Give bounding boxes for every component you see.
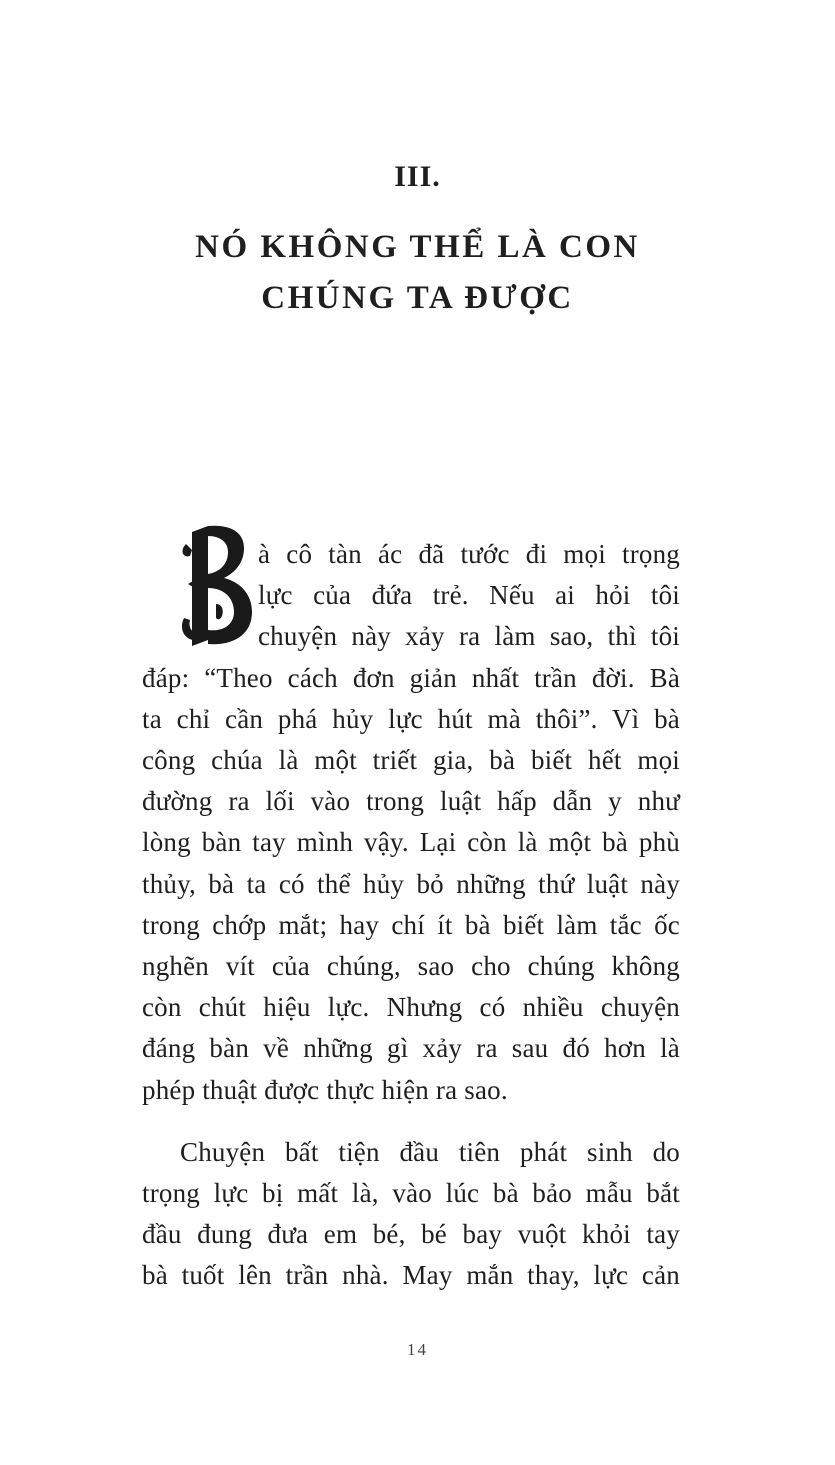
text-line: Chuyện bất tiện đầu tiên phát sinh do bbox=[180, 1136, 680, 1167]
text-line: đường ra lối vào trong luật hấp dẫn y như bbox=[142, 786, 680, 817]
text-line: trong chớp mắt; hay chí ít bà biết làm tắc ốc bbox=[142, 909, 680, 940]
chapter-title bbox=[0, 222, 835, 324]
text-line: trọng lực bị mất là, vào lúc bà bảo mẫu bắt bbox=[142, 1178, 680, 1209]
text-line: à cô tàn ác đã tước đi mọi trọng bbox=[258, 539, 680, 569]
chapter-title-line-2: CHÚNG TA ĐƯỢC bbox=[261, 280, 574, 316]
text-line: nghẽn vít của chúng, sao cho chúng không bbox=[142, 951, 680, 982]
body-text bbox=[142, 534, 680, 1297]
text-line: phép thuật được thực hiện ra sao. bbox=[142, 1074, 508, 1105]
text-line: thủy, bà ta có thể hủy bỏ những thứ luật này bbox=[142, 868, 680, 899]
text-line: còn chút hiệu lực. Nhưng có nhiều chuyện bbox=[142, 992, 680, 1023]
text-line: lực của đứa trẻ. Nếu ai hỏi tôi bbox=[258, 580, 680, 611]
text-line: đáng bàn về những gì xảy ra sau đó hơn là bbox=[142, 1033, 680, 1064]
text-line: đầu đung đưa em bé, bé bay vuột khỏi tay bbox=[142, 1219, 680, 1250]
text-line: chuyện này xảy ra làm sao, thì tôi bbox=[258, 621, 680, 652]
text-line: lòng bàn tay mình vậy. Lại còn là một bà phù bbox=[142, 827, 680, 858]
chapter-title-line-1: NÓ KHÔNG THỂ LÀ CON bbox=[195, 229, 640, 265]
chapter-number: III. bbox=[394, 160, 441, 193]
text-line: bà tuốt lên trần nhà. May mắn thay, lực cản bbox=[142, 1260, 680, 1291]
text-line: ta chỉ cần phá hủy lực hút mà thôi”. Vì bà bbox=[142, 703, 680, 734]
text-line: đáp: “Theo cách đơn giản nhất trần đời. Bà bbox=[142, 662, 680, 693]
page-number: 14 bbox=[407, 1340, 428, 1359]
text-line: công chúa là một triết gia, bà biết hết mọi bbox=[142, 745, 680, 776]
